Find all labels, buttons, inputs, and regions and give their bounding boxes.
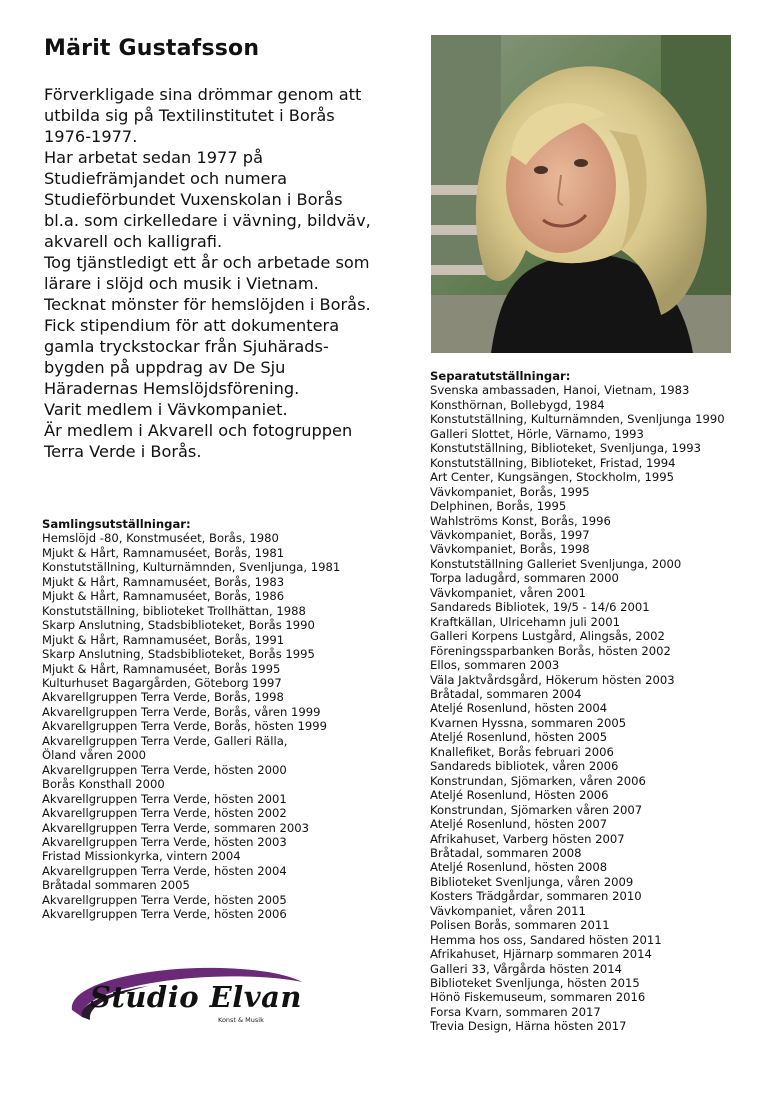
- list-item: Vävkompaniet, Borås, 1998: [430, 542, 590, 557]
- list-item: Ateljé Rosenlund, hösten 2005: [430, 730, 608, 745]
- list-item: Sandareds bibliotek, våren 2006: [430, 759, 619, 774]
- list-item: Vävkompaniet, Borås, 1997: [430, 527, 590, 542]
- list-item: Mjukt & Hårt, Ramnamuséet, Borås, 1983: [42, 574, 285, 589]
- bio-line: Har arbetat sedan 1977 på: [44, 148, 263, 167]
- list-item: Konsthörnan, Bollebygd, 1984: [430, 397, 605, 412]
- list-item: Akvarellgruppen Terra Verde, hösten 2006: [42, 907, 287, 922]
- list-item: Bråtadal sommaren 2005: [42, 878, 190, 893]
- list-item: Sandareds Bibliotek, 19/5 - 14/6 2001: [430, 600, 650, 615]
- logo-subtitle: Konst & Musik: [218, 1016, 264, 1024]
- list-item: Vävkompaniet, våren 2011: [430, 903, 586, 918]
- list-item: Art Center, Kungsängen, Stockholm, 1995: [430, 470, 675, 485]
- list-item: Torpa ladugård, sommaren 2000: [430, 571, 619, 586]
- list-item: Kraftkällan, Ulricehamn juli 2001: [430, 614, 620, 629]
- list-item: Bråtadal, sommaren 2004: [430, 686, 582, 701]
- page-title: Märit Gustafsson: [44, 36, 260, 61]
- biography: [44, 84, 414, 462]
- list-item: Akvarellgruppen Terra Verde, hösten 2004: [42, 863, 287, 878]
- list-item: Knallefiket, Borås februari 2006: [430, 744, 614, 759]
- group-exhibitions-heading: Samlingsutställningar:: [42, 517, 191, 531]
- separate-exhibitions-heading: Separatutställningar:: [430, 369, 571, 383]
- list-item: Kvarnen Hyssna, sommaren 2005: [430, 715, 627, 730]
- list-item: Föreningssparbanken Borås, hösten 2002: [430, 643, 671, 658]
- list-item: Konstutställning, biblioteket Trollhättan, 1988: [42, 603, 306, 618]
- separate-exhibitions: [430, 369, 770, 1034]
- bio-line: Varit medlem i Vävkompaniet.: [44, 400, 288, 419]
- list-item: Akvarellgruppen Terra Verde, hösten 2003: [42, 834, 287, 849]
- list-item: Konstutställning Galleriet Svenljunga, 2000: [430, 556, 682, 571]
- list-item: Galleri Slottet, Hörle, Värnamo, 1993: [430, 426, 644, 441]
- bio-line: Studieförbundet Vuxenskolan i Borås: [44, 190, 343, 209]
- list-item: Akvarellgruppen Terra Verde, Borås, våren 1999: [42, 704, 321, 719]
- list-item: Konstutställning, Kulturnämnden, Svenljunga 1990: [430, 412, 725, 427]
- list-item: Mjukt & Hårt, Ramnamuséet, Borås 1995: [42, 661, 281, 676]
- list-item: Akvarellgruppen Terra Verde, hösten 2002: [42, 806, 287, 821]
- studio-logo: [68, 962, 308, 1032]
- list-item: Polisen Borås, sommaren 2011: [430, 918, 610, 933]
- list-item: Konstrundan, Sjömarken, våren 2006: [430, 773, 646, 788]
- list-item: Delphinen, Borås, 1995: [430, 499, 567, 514]
- bio-line: 1976-1977.: [44, 127, 138, 146]
- list-item: Mjukt & Hårt, Ramnamuséet, Borås, 1991: [42, 632, 285, 647]
- list-item: Mjukt & Hårt, Ramnamuséet, Borås, 1986: [42, 589, 285, 604]
- bio-line: lärare i slöjd och musik i Vietnam.: [44, 274, 319, 293]
- list-item: Akvarellgruppen Terra Verde, hösten 2001: [42, 791, 287, 806]
- list-item: Vävkompaniet, Borås, 1995: [430, 484, 590, 499]
- list-item: Biblioteket Svenljunga, våren 2009: [430, 874, 634, 889]
- list-item: Akvarellgruppen Terra Verde, Galleri Rälla,: [42, 733, 288, 748]
- list-item: Akvarellgruppen Terra Verde, Borås, hösten 1999: [42, 719, 328, 734]
- list-item: Ateljé Rosenlund, Hösten 2006: [430, 788, 609, 803]
- list-item: Öland våren 2000: [42, 748, 146, 763]
- bio-line: utbilda sig på Textilinstitutet i Borås: [44, 106, 335, 125]
- list-item: Väla Jaktvårdsgård, Hökerum hösten 2003: [430, 672, 675, 687]
- list-item: Trevia Design, Härna hösten 2017: [430, 1019, 627, 1034]
- list-item: Kosters Trädgårdar, sommaren 2010: [430, 889, 642, 904]
- list-item: Wahlströms Konst, Borås, 1996: [430, 513, 611, 528]
- bio-line: Är medlem i Akvarell och fotogruppen: [44, 421, 353, 440]
- bio-line: Tecknat mönster för hemslöjden i Borås.: [44, 295, 371, 314]
- list-item: Forsa Kvarn, sommaren 2017: [430, 1004, 601, 1019]
- list-item: Akvarellgruppen Terra Verde, sommaren 2003: [42, 820, 310, 835]
- list-item: Konstrundan, Sjömarken våren 2007: [430, 802, 643, 817]
- portrait-photo: [431, 35, 731, 353]
- list-item: Konstutställning, Biblioteket, Fristad, 1994: [430, 455, 676, 470]
- bio-line: akvarell och kalligrafi.: [44, 232, 223, 251]
- list-item: Vävkompaniet, våren 2001: [430, 585, 586, 600]
- list-item: Konstutställning, Kulturnämnden, Svenljunga, 1981: [42, 560, 341, 575]
- list-item: Galleri 33, Vårgårda hösten 2014: [430, 961, 623, 976]
- logo-name: Studio Elvan: [90, 980, 303, 1014]
- list-item: Akvarellgruppen Terra Verde, Borås, 1998: [42, 690, 284, 705]
- list-item: Kulturhuset Bagargården, Göteborg 1997: [42, 675, 282, 690]
- list-item: Skarp Anslutning, Stadsbiblioteket, Borås 1990: [42, 618, 315, 633]
- bio-line: Tog tjänstledigt ett år och arbetade som: [44, 253, 370, 272]
- list-item: Bråtadal, sommaren 2008: [430, 845, 582, 860]
- list-item: Hemma hos oss, Sandared hösten 2011: [430, 932, 662, 947]
- list-item: Ateljé Rosenlund, hösten 2007: [430, 817, 608, 832]
- list-item: Fristad Missionkyrka, vintern 2004: [42, 849, 241, 864]
- bio-line: bl.a. som cirkelledare i vävning, bildväv,: [44, 211, 371, 230]
- list-item: Ateljé Rosenlund, hösten 2004: [430, 701, 608, 716]
- list-item: Galleri Korpens Lustgård, Alingsås, 2002: [430, 629, 665, 644]
- group-exhibitions-list: [42, 531, 412, 921]
- bio-line: bygden på uppdrag av De Sju: [44, 358, 286, 377]
- list-item: Biblioteket Svenljunga, hösten 2015: [430, 976, 640, 991]
- list-item: Ateljé Rosenlund, hösten 2008: [430, 860, 608, 875]
- bio-line: Studiefrämjandet och numera: [44, 169, 288, 188]
- list-item: Borås Konsthall 2000: [42, 777, 165, 792]
- list-item: Afrikahuset, Varberg hösten 2007: [430, 831, 625, 846]
- separate-exhibitions-list: [430, 383, 770, 1033]
- bio-line: gamla tryckstockar från Sjuhärads-: [44, 337, 329, 356]
- list-item: Akvarellgruppen Terra Verde, hösten 2000: [42, 762, 287, 777]
- bio-line: Terra Verde i Borås.: [44, 442, 202, 461]
- list-item: Skarp Anslutning, Stadsbiblioteket, Borås 1995: [42, 647, 315, 662]
- group-exhibitions: [42, 517, 412, 922]
- portrait-image: [431, 35, 731, 353]
- list-item: Ellos, sommaren 2003: [430, 658, 560, 673]
- list-item: Hönö Fiskemuseum, sommaren 2016: [430, 990, 646, 1005]
- list-item: Svenska ambassaden, Hanoi, Vietnam, 1983: [430, 383, 690, 398]
- list-item: Akvarellgruppen Terra Verde, hösten 2005: [42, 892, 287, 907]
- list-item: Hemslöjd -80, Konstmuséet, Borås, 1980: [42, 531, 279, 546]
- list-item: Afrikahuset, Hjärnarp sommaren 2014: [430, 947, 652, 962]
- bio-line: Förverkligade sina drömmar genom att: [44, 85, 362, 104]
- bio-line: Häradernas Hemslöjdsförening.: [44, 379, 300, 398]
- list-item: Mjukt & Hårt, Ramnamuséet, Borås, 1981: [42, 545, 285, 560]
- bio-line: Fick stipendium för att dokumentera: [44, 316, 340, 335]
- list-item: Konstutställning, Biblioteket, Svenljunga, 1993: [430, 441, 702, 456]
